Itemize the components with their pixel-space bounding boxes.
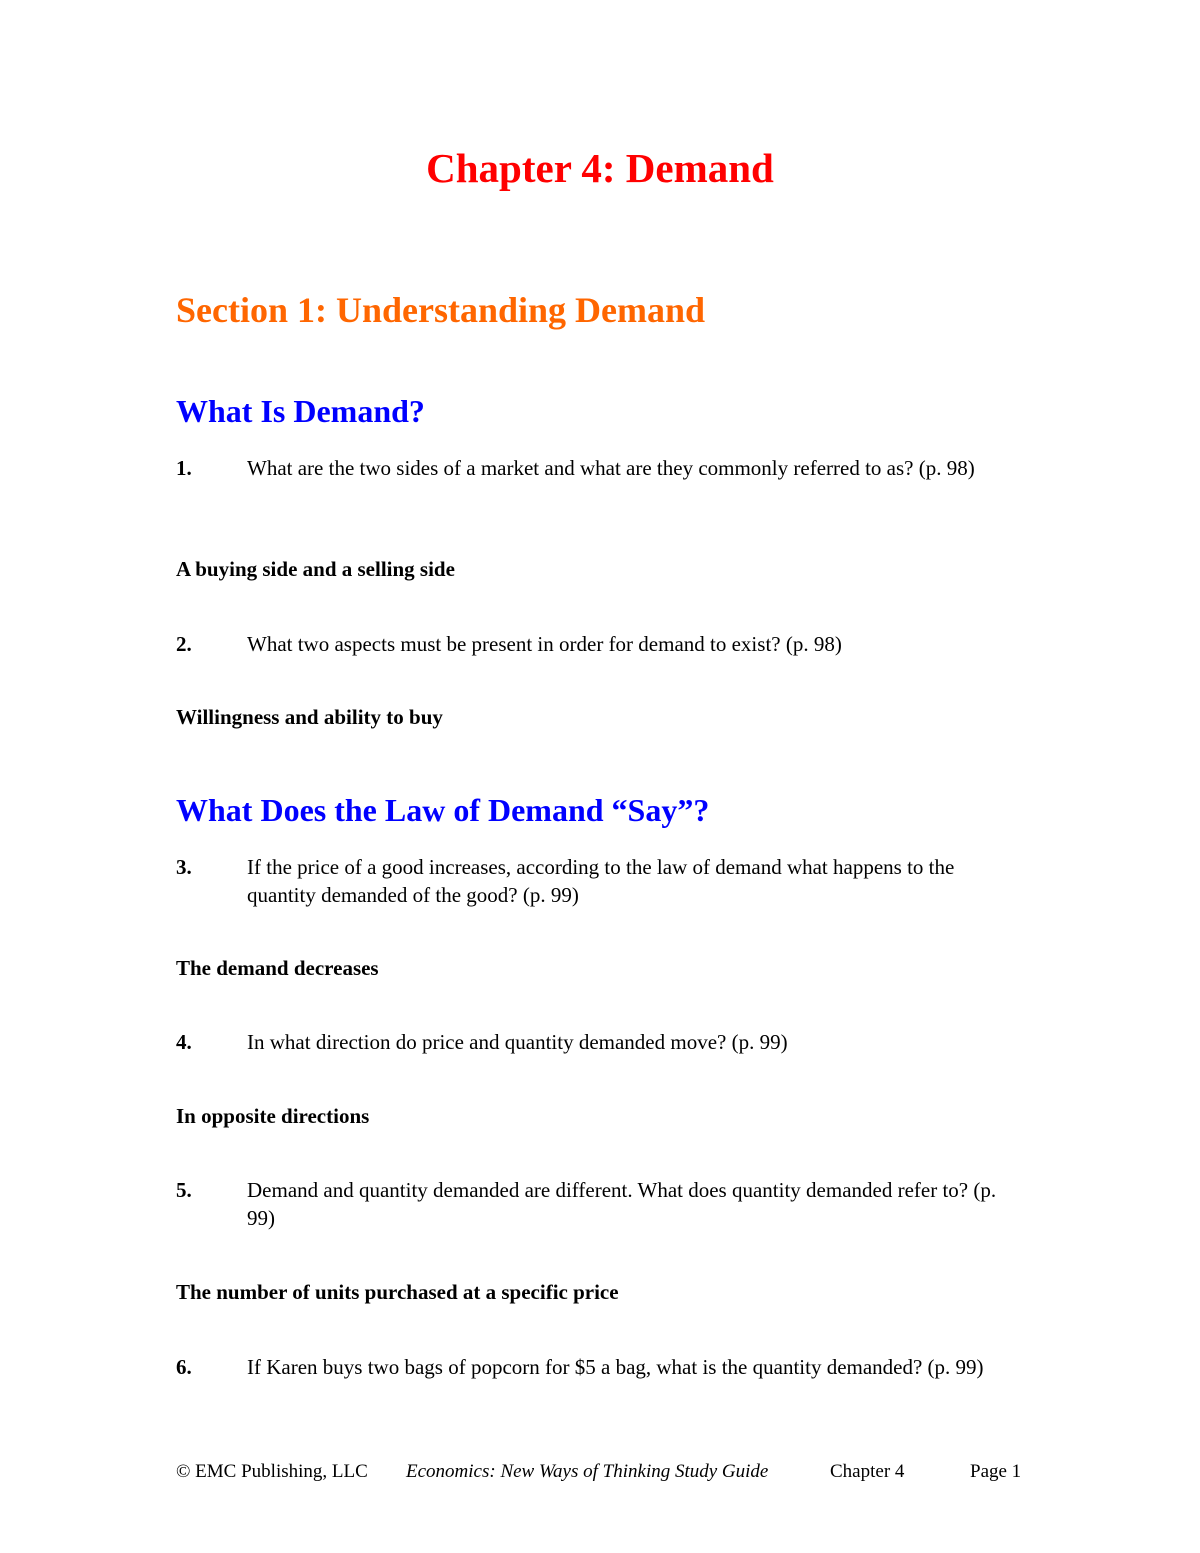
subsection-heading-what-is-demand: What Is Demand? (176, 393, 425, 429)
answer-4: In opposite directions (176, 1104, 370, 1128)
question-text: What two aspects must be present in order for demand to exist? (p. 98) (247, 632, 842, 656)
question-text: What are the two sides of a market and what are they commonly referred to as? (p. 98) (247, 456, 975, 480)
section-title: Section 1: Understanding Demand (176, 290, 706, 330)
question-number: 2. (176, 632, 192, 656)
question-number: 4. (176, 1030, 192, 1054)
question-number: 3. (176, 855, 192, 879)
question-text: In what direction do price and quantity demanded move? (p. 99) (247, 1030, 788, 1054)
question-5 (176, 1176, 1026, 1232)
question-text: If Karen buys two bags of popcorn for $5 a bag, what is the quantity demanded? (p. 99) (247, 1355, 984, 1379)
question-2 (176, 630, 1026, 658)
question-text: Demand and quantity demanded are different. What does quantity demanded refer to? (p. 99) (247, 1178, 997, 1230)
answer-3: The demand decreases (176, 956, 379, 980)
page-footer (176, 1458, 1036, 1486)
subsection-heading-law-of-demand: What Does the Law of Demand “Say”? (176, 792, 710, 828)
answer-5: The number of units purchased at a specific price (176, 1280, 619, 1304)
question-number: 6. (176, 1355, 192, 1379)
question-3 (176, 853, 1026, 909)
chapter-title: Chapter 4: Demand (426, 145, 774, 191)
question-6 (176, 1353, 1026, 1381)
question-4 (176, 1028, 1026, 1056)
answer-2: Willingness and ability to buy (176, 705, 443, 729)
answer-1: A buying side and a selling side (176, 557, 455, 581)
footer-page-number: Page 1 (970, 1461, 1022, 1482)
question-text: If the price of a good increases, according to the law of demand what happens to the quantity demanded of the good? (p. 99) (247, 855, 955, 907)
footer-copyright: © EMC Publishing, LLC (176, 1461, 368, 1482)
footer-chapter: Chapter 4 (830, 1461, 905, 1482)
question-1 (176, 454, 1026, 482)
question-number: 1. (176, 456, 192, 480)
footer-book-title: Economics: New Ways of Thinking Study Guide (406, 1461, 769, 1482)
question-number: 5. (176, 1178, 192, 1202)
